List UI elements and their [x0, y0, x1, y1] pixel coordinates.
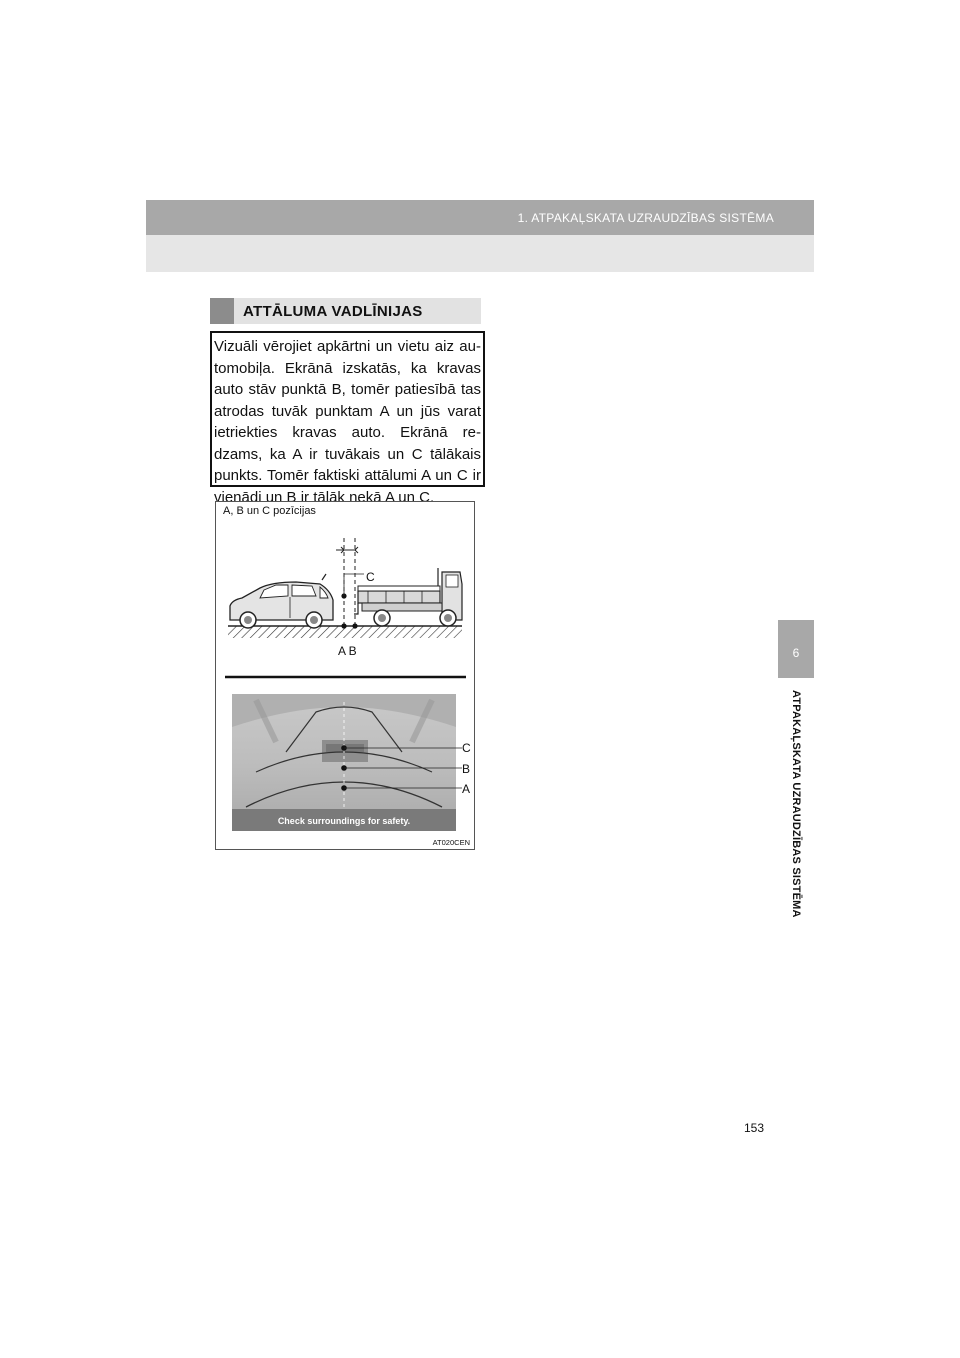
label-c-screen: C	[462, 741, 471, 755]
label-ab-side: A B	[338, 644, 357, 658]
label-c-side: C	[366, 570, 375, 584]
car-icon	[230, 574, 333, 628]
note-box	[210, 331, 485, 506]
figure-caption: A, B un C pozīcijas	[223, 505, 316, 517]
section-heading	[210, 298, 481, 324]
note-text: Vizuāli vērojiet apkārtni un vietu aiz au-tomobiļa. Ekrānā izskatās, ka kravas auto stāv punktā B, tomēr patiesībā tas atrodas tuvāk punktam A un jūs varat ietriekties kravas auto. Ekrānā re-dzams, ka A ir tuvākais un C tālākais punkts. Tomēr faktiski attālumi A un C ir vienādi un B ir tālāk nekā A un C.	[214, 338, 481, 506]
chapter-tab	[778, 620, 814, 678]
camera-screen	[232, 694, 462, 831]
header-band	[146, 200, 814, 235]
side-view	[228, 538, 462, 658]
header-title: 1. ATPAKAĻSKATA UZRAUDZĪBAS SISTĒMA	[517, 211, 774, 225]
section-heading-marker	[210, 298, 234, 324]
figure-code: AT020CEN	[432, 838, 470, 847]
header-subband	[146, 235, 814, 272]
figure-illustration	[216, 502, 474, 849]
point-a-side	[341, 623, 346, 628]
figure-frame	[215, 501, 475, 850]
screen-message: Check surroundings for safety.	[277, 816, 411, 826]
chapter-number: 6	[792, 646, 800, 660]
page-number: 153	[744, 1121, 765, 1135]
section-heading-text: ATTĀLUMA VADLĪNIJAS	[243, 303, 423, 320]
label-a-screen: A	[462, 782, 471, 796]
point-b-side	[352, 623, 357, 628]
chapter-label: ATPAKAĻSKATA UZRAUDZĪBAS SISTĒMA	[790, 690, 802, 918]
label-b-screen: B	[462, 762, 471, 776]
chapter-label-wrap	[778, 690, 814, 960]
